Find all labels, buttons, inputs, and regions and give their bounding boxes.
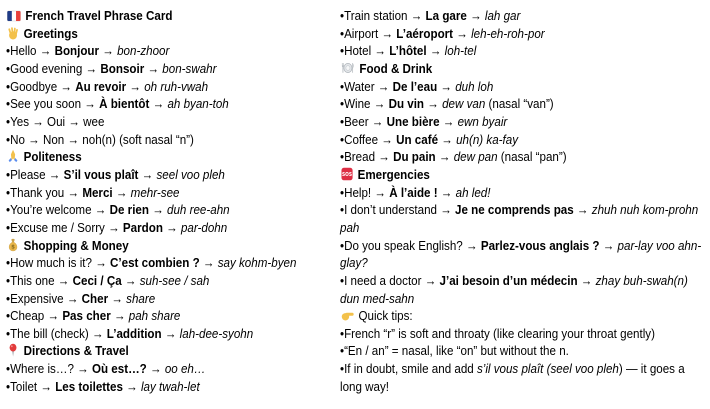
phrase-line: •Yes → Oui → wee xyxy=(6,113,105,129)
phrase-line: •How much is it? → C’est combien ? → say kohm-byen xyxy=(6,255,297,271)
phrase-line: •Train station → La gare → lah gar xyxy=(340,8,521,23)
phrase-line: •Thank you → Merci → mehr-see xyxy=(6,184,180,200)
phrase-line: •If in doubt, smile and add s’il vous plaît (seel voo pleh) — it goes a long way! xyxy=(340,361,685,394)
phrase-line: •I don’t understand → Je ne comprends pas → zhuh nuh kom-prohn pah xyxy=(340,202,699,235)
phrase-line: •No → Non → noh(n) (soft nasal “n”) xyxy=(6,131,194,147)
phrase-line: •Hello → Bonjour → bon-zhoor xyxy=(6,43,170,59)
phrase-line: •Bread → Du pain → dew pan (nasal “pan”) xyxy=(340,149,567,165)
phrase-line: •Beer → Une bière → ewn byair xyxy=(340,113,508,129)
section-header-directions-travel-label: Directions & Travel xyxy=(23,343,129,359)
section-header-quick-tips xyxy=(340,307,708,325)
svg-text:SOS: SOS xyxy=(342,172,353,179)
section-header-food-drink-label: Food & Drink xyxy=(359,60,433,76)
phrase-line: •Airport → L’aéroport → leh-eh-roh-por xyxy=(340,25,545,41)
phrase-line: •Hotel → L’hôtel → loh-tel xyxy=(340,43,477,59)
fork-knife-plate-icon xyxy=(341,61,355,75)
phrase-line: •I need a doctor → J’ai besoin d’un médecin → zhay buh-swah(n) dun med-sahn xyxy=(340,272,688,306)
right-column xyxy=(340,7,708,395)
phrase-line: •Do you speak English? → Parlez-vous anglais ? → par-lay voo ahn-glay? xyxy=(340,237,702,271)
money-bag-icon xyxy=(7,238,19,252)
pointing-right-icon xyxy=(341,308,354,322)
section-header-emergencies-label: Emergencies xyxy=(357,166,430,182)
waving-hand-icon xyxy=(7,26,19,40)
phrase-line: •French “r” is soft and throaty (like clearing your throat gently) xyxy=(340,325,655,341)
phrase-line: •See you soon → À bientôt → ah byan-toh xyxy=(6,96,229,112)
section-header-shopping-money xyxy=(6,237,340,255)
svg-text:$: $ xyxy=(11,243,15,251)
phrase-line: •Cheap → Pas cher → pah share xyxy=(6,308,181,324)
phrase-line: •You’re welcome → De rien → duh ree-ahn xyxy=(6,202,230,218)
left-column xyxy=(6,7,340,395)
phrase-line: •Good evening → Bonsoir → bon-swahr xyxy=(6,60,217,76)
phrase-line: •Water → De l’eau → duh loh xyxy=(340,78,494,94)
section-header-greetings-label: Greetings xyxy=(23,25,78,41)
phrase-line: •“En / an” = nasal, like “on” but without the n. xyxy=(340,343,569,359)
section-header-food-drink xyxy=(340,60,708,78)
phrase-line: •Toilet → Les toilettes → lay twah-let xyxy=(6,378,200,394)
phrase-line: •The bill (check) → L’addition → lah-dee-syohn xyxy=(6,325,254,341)
folded-hands-icon xyxy=(7,149,19,163)
phrase-line: •Goodbye → Au revoir → oh ruh-vwah xyxy=(6,78,209,94)
card-title xyxy=(6,7,340,25)
card-title-label: French Travel Phrase Card xyxy=(25,8,173,23)
pushpin-icon xyxy=(7,343,19,357)
section-header-politeness xyxy=(6,148,340,166)
sos-icon xyxy=(341,167,353,181)
phrase-line: •This one → Ceci / Ça → suh-see / sah xyxy=(6,272,210,288)
french-flag-icon xyxy=(7,10,21,22)
phrase-line: •Wine → Du vin → dew van (nasal “van”) xyxy=(340,96,554,112)
section-header-directions-travel xyxy=(6,342,340,360)
phrase-line: •Coffee → Un café → uh(n) ka-fay xyxy=(340,131,519,147)
phrase-line: •Please → S’il vous plaît → seel voo pleh xyxy=(6,166,225,182)
section-header-emergencies xyxy=(340,166,708,184)
section-header-quick-tips-label: Quick tips: xyxy=(358,308,413,324)
section-header-politeness-label: Politeness xyxy=(23,149,82,165)
phrase-line: •Excuse me / Sorry → Pardon → par-dohn xyxy=(6,219,228,235)
phrase-line: •Help! → À l’aide ! → ah led! xyxy=(340,184,491,200)
phrase-line: •Where is…? → Où est…? → oo eh… xyxy=(6,361,206,377)
phrase-line: •Expensive → Cher → share xyxy=(6,290,156,306)
section-header-greetings xyxy=(6,25,340,43)
section-header-shopping-money-label: Shopping & Money xyxy=(23,237,129,253)
